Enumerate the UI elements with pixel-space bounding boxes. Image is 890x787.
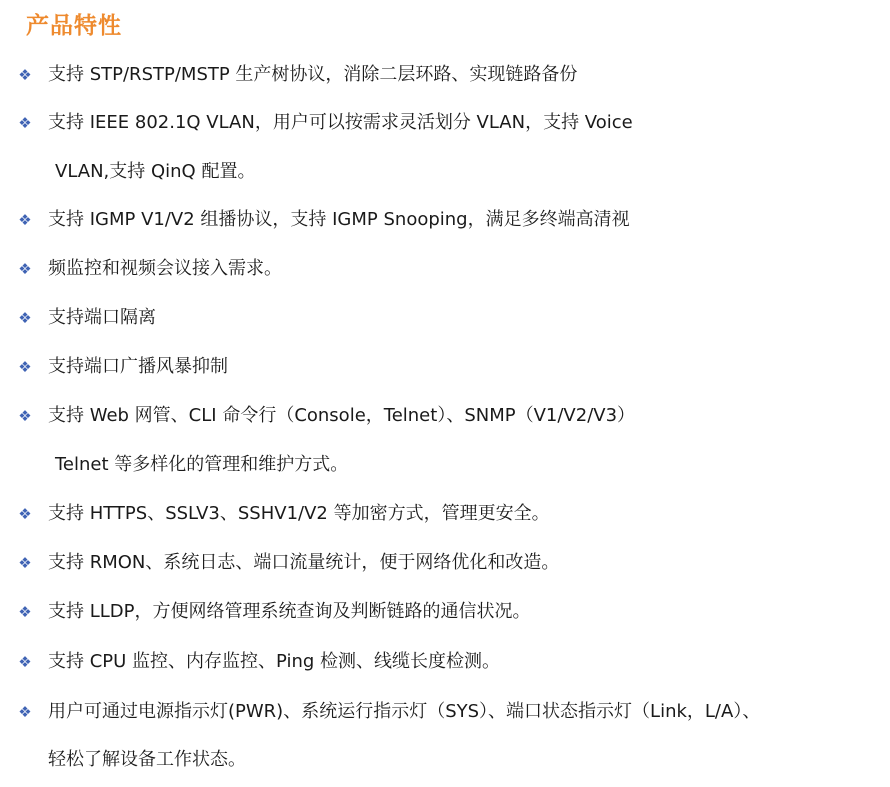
feature-text: 支持 IGMP V1/V2 组播协议，支持 IGMP Snooping，满足多终端高清视 <box>48 209 630 230</box>
diamond-bullet-icon: ❖ <box>18 358 32 376</box>
feature-text: Telnet 等多样化的管理和维护方式。 <box>55 454 349 475</box>
diamond-bullet-icon: ❖ <box>18 66 32 84</box>
diamond-bullet-icon: ❖ <box>18 407 32 425</box>
feature-text: 支持 RMON、系统日志、端口流量统计，便于网络优化和改造。 <box>48 552 560 573</box>
feature-text: 用户可通过电源指示灯(PWR)、系统运行指示灯（SYS）、端口状态指示灯（Link，L/A）、 <box>48 701 761 722</box>
feature-text: 支持 IEEE 802.1Q VLAN，用户可以按需求灵活划分 VLAN，支持 Voice <box>48 112 633 133</box>
section-title: 产品特性 <box>26 13 122 39</box>
feature-text: 频监控和视频会议接入需求。 <box>48 258 282 279</box>
feature-text: 支持 STP/RSTP/MSTP 生产树协议，消除二层环路、实现链路备份 <box>48 64 578 85</box>
feature-text: 轻松了解设备工作状态。 <box>48 749 246 770</box>
diamond-bullet-icon: ❖ <box>18 260 32 278</box>
diamond-bullet-icon: ❖ <box>18 505 32 523</box>
feature-text: 支持 LLDP，方便网络管理系统查询及判断链路的通信状况。 <box>48 601 531 622</box>
diamond-bullet-icon: ❖ <box>18 554 32 572</box>
feature-text: 支持 CPU 监控、内存监控、Ping 检测、线缆长度检测。 <box>48 651 501 672</box>
diamond-bullet-icon: ❖ <box>18 653 32 671</box>
diamond-bullet-icon: ❖ <box>18 211 32 229</box>
diamond-bullet-icon: ❖ <box>18 703 32 721</box>
feature-text: VLAN,支持 QinQ 配置。 <box>55 161 256 182</box>
feature-text: 支持 HTTPS、SSLV3、SSHV1/V2 等加密方式，管理更安全。 <box>48 503 550 524</box>
feature-text: 支持端口广播风暴抑制 <box>48 356 228 377</box>
feature-text: 支持端口隔离 <box>48 307 156 328</box>
diamond-bullet-icon: ❖ <box>18 309 32 327</box>
feature-text: 支持 Web 网管、CLI 命令行（Console，Telnet）、SNMP（V1/V2/V3） <box>48 405 636 426</box>
diamond-bullet-icon: ❖ <box>18 603 32 621</box>
diamond-bullet-icon: ❖ <box>18 114 32 132</box>
